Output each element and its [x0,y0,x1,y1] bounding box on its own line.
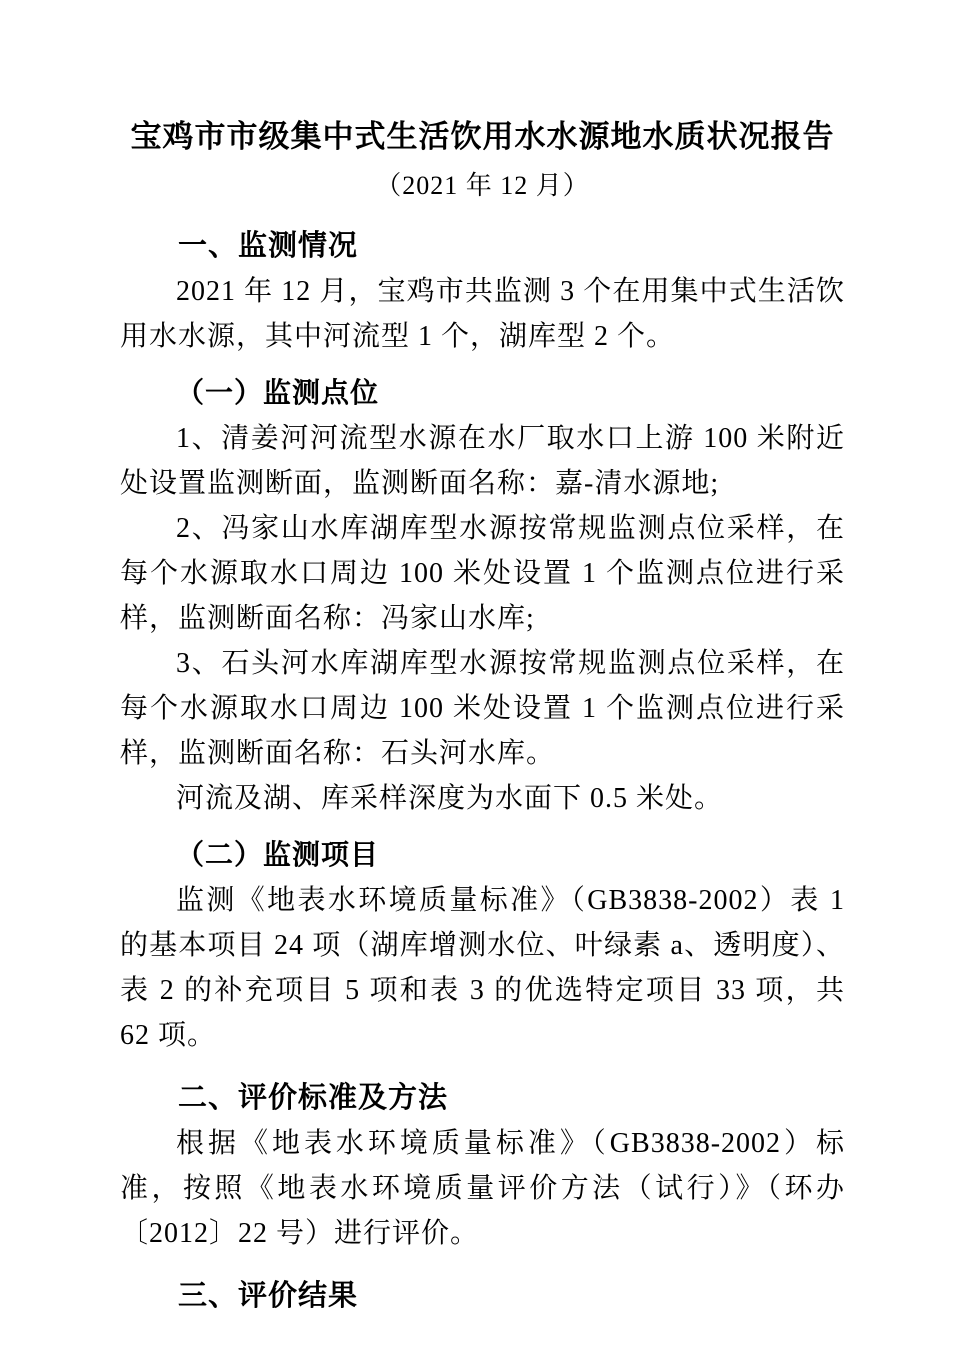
paragraph-evaluation-standard: 根据《地表水环境质量标准》（GB3838-2002）标准，按照《地表水环境质量评价方法（试行）》（环办〔2012〕22 号）进行评价。 [120,1128,845,1249]
paragraph-point-qingjiang-river: 1、清姜河河流型水源在水厂取水口上游 100 米附近处设置监测断面，监测断面名称：嘉-清水源地; [120,423,845,499]
paragraph-point-shitouhe-reservoir: 3、石头河水库湖库型水源按常规监测点位采样，在每个水源取水口周边 100 米处设置 1 个监测点位进行采样，监测断面名称：石头河水库。 [120,648,845,769]
document-title: 宝鸡市市级集中式生活饮用水水源地水质状况报告 [130,119,835,154]
paragraph-monitoring-overview: 2021 年 12 月，宝鸡市共监测 3 个在用集中式生活饮用水水源，其中河流型 1 个，湖库型 2 个。 [120,276,845,352]
paragraph-monitoring-items: 监测《地表水环境质量标准》（GB3838-2002）表 1 的基本项目 24 项（湖库增测水位、叶绿素 a、透明度）、表 2 的补充项目 5 项和表 3 的优选特定项目 33 项，共 62 项。 [120,885,845,1051]
paragraph-sampling-depth: 河流及湖、库采样深度为水面下 0.5 米处。 [176,783,724,814]
subsection-heading-monitoring-points: （一）监测点位 [176,378,380,409]
section-heading-monitoring: 一、监测情况 [178,230,359,262]
section-heading-evaluation-standard: 二、评价标准及方法 [178,1082,449,1114]
section-heading-evaluation-result: 三、评价结果 [178,1280,359,1312]
paragraph-point-fengjiashan-reservoir: 2、冯家山水库湖库型水源按常规监测点位采样，在每个水源取水口周边 100 米处设置 1 个监测点位进行采样，监测断面名称：冯家山水库; [120,513,845,634]
document-date-line: （2021 年 12 月） [375,171,590,200]
subsection-heading-monitoring-items: （二）监测项目 [176,840,380,871]
